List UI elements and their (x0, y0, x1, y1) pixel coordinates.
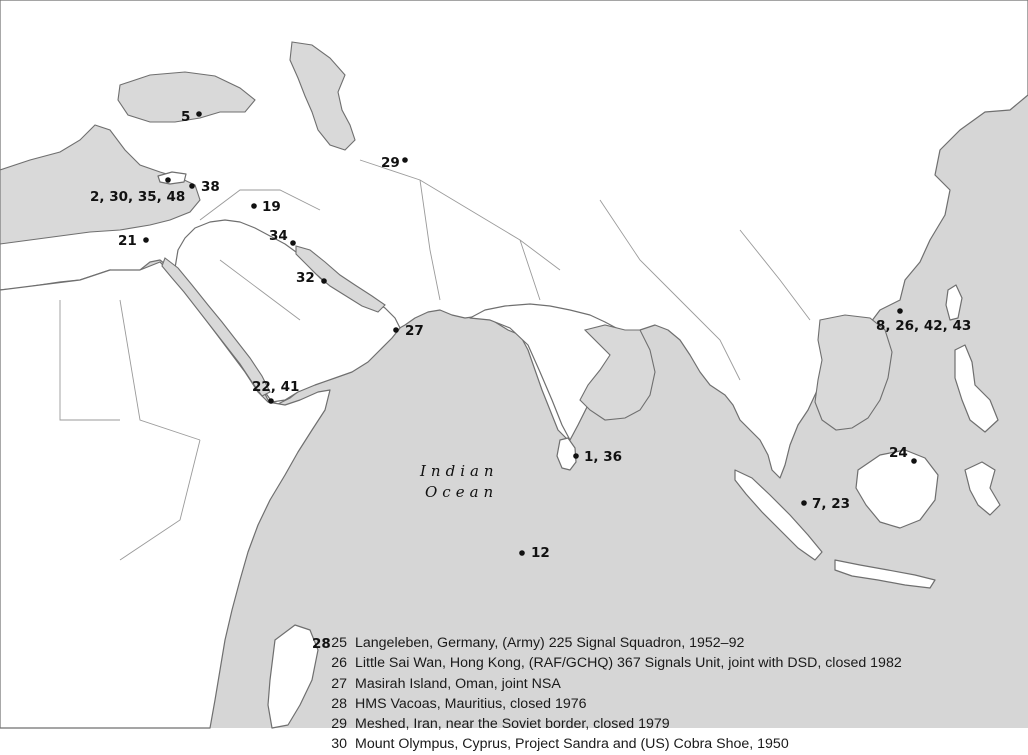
site-label-1-36: 1, 36 (584, 449, 623, 465)
site-dot-38 (189, 183, 195, 189)
legend-list (300, 633, 1020, 755)
legend-number: 28 (331, 695, 347, 712)
site-dot-32 (321, 278, 327, 284)
site-dot-5 (196, 111, 202, 117)
site-label-24: 24 (889, 445, 908, 461)
legend-number: 27 (331, 675, 347, 692)
legend-item (300, 674, 1020, 694)
legend-text: HMS Vacoas, Mauritius, closed 1976 (355, 695, 587, 712)
legend-item (300, 734, 1020, 754)
site-dot-27 (393, 327, 399, 333)
site-label-21: 21 (118, 233, 137, 249)
site-label-34: 34 (269, 228, 288, 244)
site-label-27: 27 (405, 323, 424, 339)
site-dot-2-30-35-48 (165, 177, 171, 183)
site-label-7-23: 7, 23 (812, 496, 851, 512)
legend-text: Mount Olympus, Cyprus, Project Sandra and (US) Cobra Shoe, 1950 (355, 736, 789, 753)
site-dot-12 (519, 550, 525, 556)
legend-item (300, 633, 1020, 653)
site-dot-24 (911, 458, 917, 464)
site-dot-34 (290, 240, 296, 246)
site-label-12: 12 (531, 545, 550, 561)
legend-item (300, 653, 1020, 673)
site-dot-22-41 (268, 398, 274, 404)
site-dot-29 (402, 157, 408, 163)
site-label-22-41: 22, 41 (252, 379, 300, 395)
legend-number: 25 (331, 635, 347, 651)
legend-text: Masirah Island, Oman, joint NSA (355, 675, 561, 692)
site-dot-21 (143, 237, 149, 243)
site-label-29: 29 (381, 155, 400, 171)
site-dot-1-36 (573, 453, 579, 459)
legend-number: 29 (331, 716, 347, 733)
site-label-2-30-35-48: 2, 30, 35, 48 (90, 189, 186, 205)
site-label-32: 32 (296, 270, 315, 286)
legend-number: 30 (331, 736, 347, 753)
legend-text: Little Sai Wan, Hong Kong, (RAF/GCHQ) 367 Signals Unit, joint with DSD, closed 1982 (355, 655, 902, 672)
site-dot-19 (251, 203, 257, 209)
ocean-label-line2: Ocean (425, 483, 499, 501)
ocean-label-line1: Indian (420, 462, 499, 480)
legend-text: Meshed, Iran, near the Soviet border, closed 1979 (355, 716, 670, 733)
legend-number: 26 (331, 655, 347, 672)
site-label-8-26-42-43: 8, 26, 42, 43 (876, 318, 972, 334)
site-label-19: 19 (262, 199, 281, 215)
site-label-38: 38 (201, 179, 220, 195)
legend-text: Langeleben, Germany, (Army) 225 Signal Squadron, 1952–92 (355, 635, 745, 651)
site-dot-8-26-42-43 (897, 308, 903, 314)
site-dot-7-23 (801, 500, 807, 506)
site-label-5: 5 (181, 109, 191, 125)
legend-item (300, 694, 1020, 714)
legend-item (300, 714, 1020, 734)
site-label-28: 28 (312, 636, 331, 652)
